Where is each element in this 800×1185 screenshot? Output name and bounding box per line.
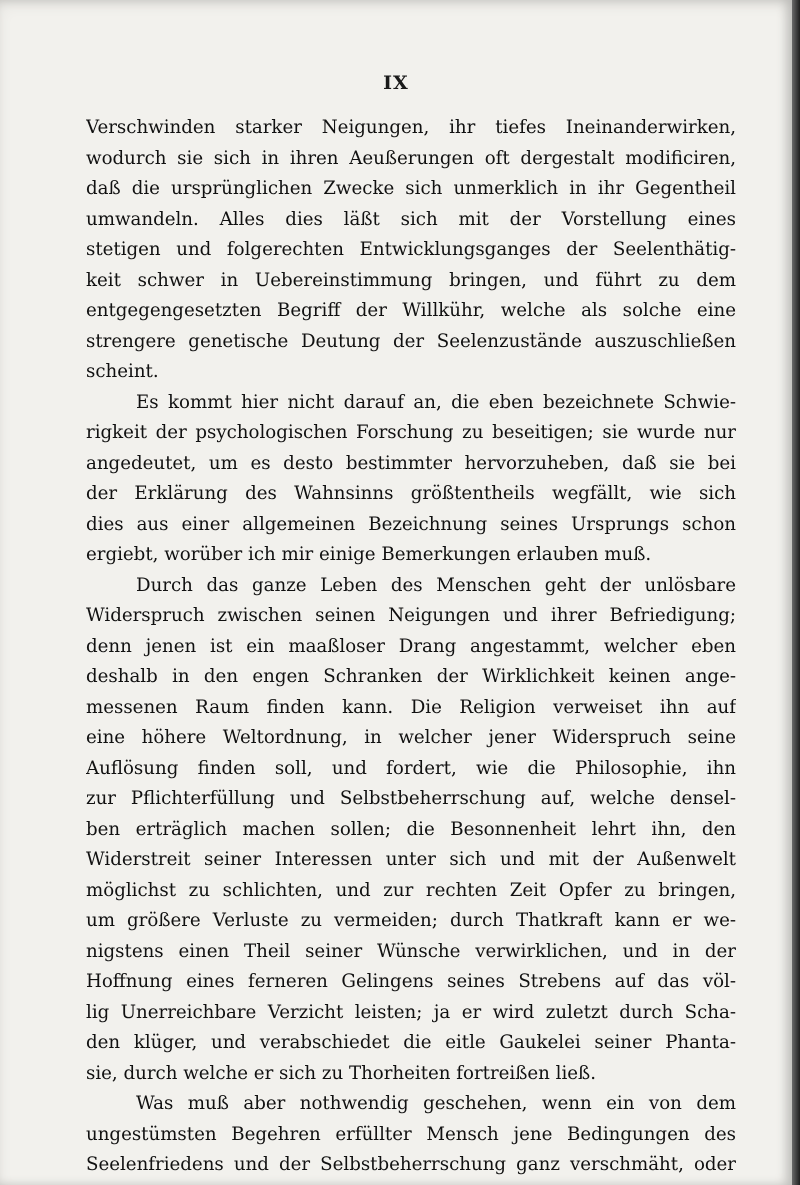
text-line: ungestümsten Begehren erfüllter Mensch jene Bedingungen des bbox=[86, 1123, 736, 1145]
text-line: ben erträglich machen sollen; die Besonnenheit lehrt ihn, den bbox=[86, 818, 736, 840]
text-line: rigkeit der psychologischen Forschung zu beseitigen; sie wurde nur bbox=[86, 422, 736, 443]
text-line: umwandeln. Alles dies läßt sich mit der Vorstellung eines bbox=[86, 208, 736, 230]
text-line: lig Unerreichbare Verzicht leisten; ja er wird zuletzt durch Scha- bbox=[86, 1001, 736, 1023]
text-line: daß die ursprünglichen Zwecke sich unmerklich in ihr Gegentheil bbox=[86, 178, 736, 199]
page-edge-shadow bbox=[792, 0, 800, 1185]
text-line: nigstens einen Theil seiner Wünsche verwirklichen, und in der bbox=[86, 940, 736, 962]
text-line: messenen Raum finden kann. Die Religion verweiset ihn auf bbox=[86, 696, 736, 718]
text-line: stetigen und folgerechten Entwicklungsganges der Seelenthätig- bbox=[86, 239, 736, 260]
text-line: scheint. bbox=[86, 361, 159, 382]
text-line: sie, durch welche er sich zu Thorheiten fortreißen ließ. bbox=[86, 1062, 596, 1084]
text-line: den klüger, und verabschiedet die eitle Gaukelei seiner Phanta- bbox=[86, 1032, 736, 1053]
text-line: angedeutet, um es desto bestimmter hervorzuheben, daß sie bei bbox=[86, 452, 736, 474]
text-line: um größere Verluste zu vermeiden; durch Thatkraft kann er we- bbox=[86, 910, 736, 931]
text-line: Widerstreit seiner Interessen unter sich und mit der Außenwelt bbox=[86, 849, 736, 870]
text-line: Verschwinden starker Neigungen, ihr tiefes Ineinanderwirken, bbox=[86, 117, 736, 138]
text-line: Hoffnung eines ferneren Gelingens seines Strebens auf das völ- bbox=[86, 971, 736, 992]
text-line: Auflösung finden soll, und fordert, wie die Philosophie, ihn bbox=[86, 757, 736, 779]
page-number: IX bbox=[383, 72, 409, 94]
text-line: deshalb in den engen Schranken der Wirklichkeit keinen ange- bbox=[86, 666, 736, 687]
text-line: denn jenen ist ein maaßloser Drang angestammt, welcher eben bbox=[86, 635, 736, 657]
text-line: Seelenfriedens und der Selbstbeherrschung ganz verschmäht, oder bbox=[86, 1154, 736, 1175]
text-line: möglichst zu schlichten, und zur rechten Zeit Opfer zu bringen, bbox=[86, 879, 736, 901]
text-line: keit schwer in Uebereinstimmung bringen, und führt zu dem bbox=[86, 269, 736, 291]
text-line: wodurch sie sich in ihren Aeußerungen oft dergestalt modificiren, bbox=[86, 147, 736, 169]
text-line: Es kommt hier nicht darauf an, die eben bezeichnete Schwie- bbox=[136, 391, 736, 413]
body-text bbox=[86, 113, 736, 1181]
text-line: Durch das ganze Leben des Menschen geht der unlösbare bbox=[136, 574, 736, 596]
text-line: strengere genetische Deutung der Seelenzustände auszuschließen bbox=[86, 330, 736, 352]
text-line: ergiebt, worüber ich mir einige Bemerkungen erlauben muß. bbox=[86, 544, 652, 565]
text-line: zur Pflichterfüllung und Selbstbeherrschung auf, welche densel- bbox=[86, 788, 736, 809]
text-line: Was muß aber nothwendig geschehen, wenn ein von dem bbox=[136, 1093, 736, 1114]
text-line: dies aus einer allgemeinen Bezeichnung seines Ursprungs schon bbox=[86, 513, 736, 535]
text-line: entgegengesetzten Begriff der Willkühr, welche als solche eine bbox=[86, 300, 736, 321]
text-line: eine höhere Weltordnung, in welcher jener Widerspruch seine bbox=[86, 727, 736, 748]
text-line: Widerspruch zwischen seinen Neigungen und ihrer Befriedigung; bbox=[86, 605, 736, 626]
text-line: der Erklärung des Wahnsinns größtentheils wegfällt, wie sich bbox=[86, 483, 736, 504]
